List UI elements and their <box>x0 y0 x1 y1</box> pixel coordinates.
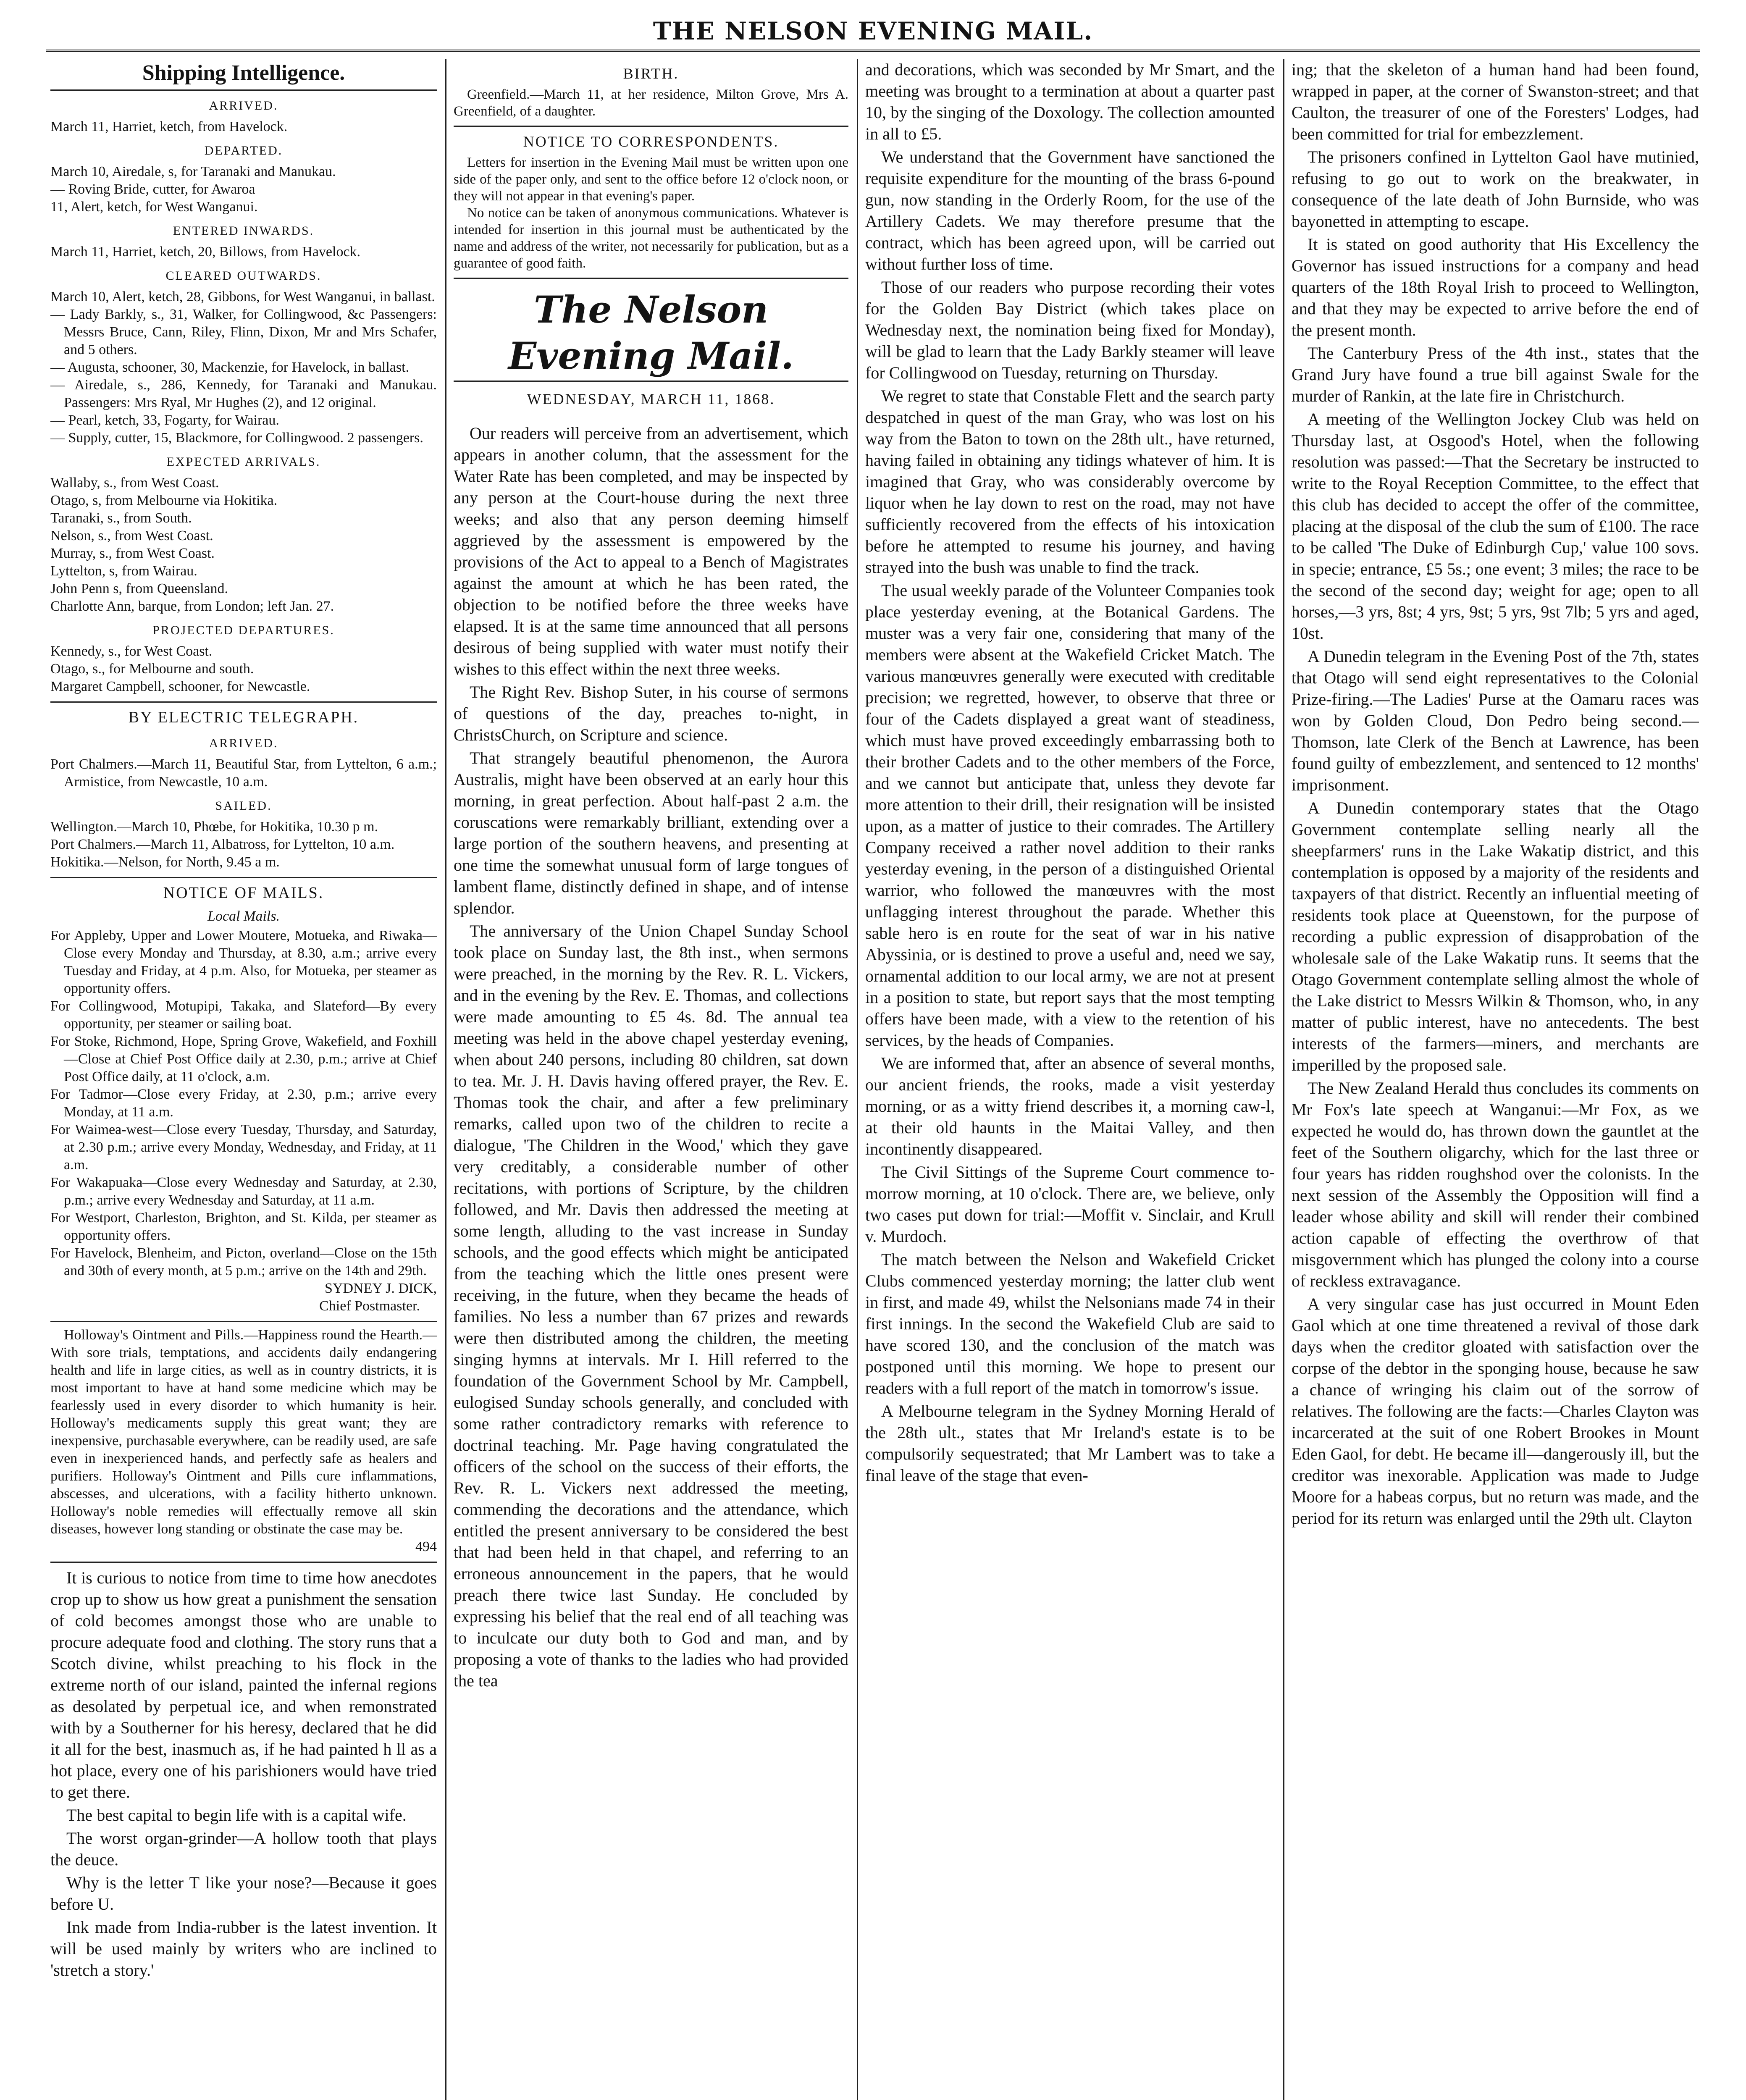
list-item: — Roving Bride, cutter, for Awaroa <box>50 181 255 197</box>
paragraph: The New Zealand Herald thus concludes its comments on Mr Fox's late speech at Wanganui:—Mr Fox, as we expected he would do, has thrown down the gauntlet at the feet of the Southern oligarchy, which for the last three or four years has ridden roughshod over the colonists. In the next session of the Assembly the Opposition will find a leader whose ability and skill will render their combined action capable of effecting the overthrow of that misgovernment which has plunged the colony into a course of reckless extravagance. <box>1292 1079 1699 1290</box>
divider <box>50 1562 437 1563</box>
divider <box>454 126 848 127</box>
list-item: — Pearl, ketch, 33, Fogarty, for Wairau. <box>50 412 279 428</box>
birth-head: BIRTH. <box>623 65 679 82</box>
paragraph: ing; that the skeleton of a human hand had been found, wrapped in paper, at the corner of Swanston-street; and that Caulton, the treasurer of one of the Foresters' Lodges, had been committed for trial for embezzlement. <box>1292 60 1699 143</box>
section-head: PROJECTED DEPARTURES. <box>152 623 335 637</box>
expected-list <box>50 474 437 615</box>
masthead-rule <box>46 50 1700 52</box>
list-item: March 10, Alert, ketch, 28, Gibbons, for West Wanganui, in ballast. <box>50 289 435 304</box>
paragraph: The Civil Sittings of the Supreme Court commence to-morrow morning, at 10 o'clock. There are, we believe, only two cases put down for trial:—Moffit v. Sinclair, and Krull v. Murdoch. <box>865 1163 1275 1246</box>
advert-text: Holloway's Ointment and Pills.—Happiness round the Hearth.—With sore trials, temptations, and accidents daily endangering health and life in large cities, as well as in country districts, it is most important to have at hand some medicine which may be fearlessly used in every disorder to which humanity is heir. Holloway's medicaments supply this great want; they are inexpensive, purchasable everywhere, can be readily used, are safe even in inexperienced hands, and perfectly safe as healers and purifiers. Holloway's Ointment and Pills cure inflammations, abscesses, and ulcerations, with a facility hitherto unknown. Holloway's noble remedies will effectually remove all skin diseases, however long standing or obstinate the case may be. <box>50 1327 437 1537</box>
paragraph: A very singular case has just occurred in Mount Eden Gaol which at one time threatened a revival of those dark days when the creditor gloated with satisfaction over the corpse of the debtor in the sponging house, because he saw a chance of wringing his claim out of the sorrow of relatives. The following are the facts:—Charles Clayton was incarcerated at the suit of one Robert Brookes in Mount Eden Gaol, for debt. He became ill—dangerously ill, but the creditor was inexorable. Application was made to Judge Moore for a habeas corpus, but no return was made, and the period for its return was enlarged until the 29th ult. Clayton <box>1292 1294 1699 1528</box>
section-head: ARRIVED. <box>209 99 278 113</box>
paragraph: The Right Rev. Bishop Suter, in his course of sermons of questions of the day, preaches to-night, in ChristsChurch, on Scripture and science. <box>454 682 848 744</box>
paragraph: Why is the letter T like your nose?—Because it goes before U. <box>50 1873 437 1914</box>
column-rule <box>1283 59 1284 2100</box>
mails-list <box>50 927 437 1280</box>
paragraph: and decorations, which was seconded by Mr Smart, and the meeting was brought to a termination at about a quarter past 10, by the singing of the Doxology. The collection amounted in all to £5. <box>865 60 1275 143</box>
paragraph: The worst organ-grinder—A hollow tooth that plays the deuce. <box>50 1829 437 1869</box>
section-head: EXPECTED ARRIVALS. <box>166 455 321 469</box>
entered-list <box>50 243 437 261</box>
notice-head: NOTICE TO CORRESPONDENTS. <box>523 133 779 150</box>
telegraph-sailed-list <box>50 818 437 871</box>
paragraph: The prisoners confined in Lyttelton Gaol have mutinied, refusing to go out to work on the breakwater, in consequence of the late death of John Burnside, who was bayonetted in attempting to escape. <box>1292 147 1699 231</box>
paragraph: A Melbourne telegram in the Sydney Morning Herald of the 28th ult., states that Mr Ireland's estate is to be compulsorily sequestrated; that Mr Lambert was to take a final leave of the stage that even- <box>865 1402 1275 1485</box>
paragraph: Greenfield.—March 11, at her residence, Milton Grove, Mrs A. Greenfield, of a daughter. <box>454 87 848 119</box>
divider <box>454 278 848 279</box>
list-item: — Supply, cutter, 15, Blackmore, for Collingwood. 2 passengers. <box>50 430 423 446</box>
divider <box>50 701 437 703</box>
dateline: WEDNESDAY, MARCH 11, 1868. <box>527 391 775 407</box>
paragraph: Ink made from India-rubber is the latest invention. It will be used mainly by writers who are inclined to 'stretch a story.' <box>50 1918 437 1979</box>
projected-list <box>50 643 437 696</box>
list-item: March 11, Harriet, ketch, from Havelock. <box>50 119 288 134</box>
signature-name: SYDNEY J. DICK, <box>325 1281 437 1296</box>
paragraph: Letters for insertion in the Evening Mail must be written upon one side of the paper only, and sent to the office before 12 o'clock noon, or they will not appear in that evening's paper. <box>454 155 848 204</box>
paragraph: The usual weekly parade of the Volunteer Companies took place yesterday evening, at the Botanical Gardens. The muster was a very fair one, considering that many of the members were absent at the Wakefield Cricket Match. The various manœuvres generally were executed with creditable precision; we regretted, however, to observe that three or four of the Cadets displayed a great want of steadiness, which must have proved exceedingly embarrassing both to their brother Cadets and to the other members of the Force, and we cannot but anticipate that, unless they devote far more attention to their drill, their resignation will be insisted upon, as a matter of justice to their comrades. The Artillery Company received a rather novel addition to their ranks yesterday evening, in the person of a distinguished Oriental warrior, who followed the manœuvres with the most unflagging interest throughout the parade. Whether this sable hero is en route for the seat of war in his native Abyssinia, or is destined to prove a useful and, need we say, ornamental addition to our local army, we are not at present in a position to state, but report says that the most tempting offers have been made, with a view to the retention of his services, by the heads of Companies. <box>865 581 1275 1050</box>
telegraph-arrived-list <box>50 756 437 791</box>
list-item: Margaret Campbell, schooner, for Newcastle. <box>50 679 310 694</box>
paragraph: It is curious to notice from time to time how anecdotes crop up to show us how great a punishment the sensation of cold becomes amongst those who are unable to procure adequate food and clothing. The story runs that a Scotch divine, whilst preaching to his flock in the extreme north of our island, painted the infernal regions as desolated by perpetual ice, and when remonstrated with by a Southerner for his heresy, declared that he did it all for the best, inasmuch as, if he had painted h ll as a hot place, every one of his parishioners would have tried to get there. <box>50 1568 437 1801</box>
section-head: SAILED. <box>215 799 272 813</box>
paragraph: A meeting of the Wellington Jockey Club was held on Thursday last, at Osgood's Hotel, when the following resolution was passed:—That the Secretary be instructed to write to the Royal Reception Committee, to the effect that this club has decided to accept the offer of the committee, placing at the disposal of the club the sum of £100. The race to be called 'The Duke of Edinburgh Cup,' value 100 sovs. in specie; entrance, £5 5s.; one event; 3 miles; the race to be the second of the second day; weight for age; open to all horses,—3 yrs, 8st; 4 yrs, 9st; 5 yrs, 9st 7lb; 5 yrs and aged, 10st. <box>1292 410 1699 643</box>
paragraph: A Dunedin contemporary states that the Otago Government contemplate selling nearly all the sheepfarmers' runs in the Lake Wakatip district, and this contemplation is opposed by a majority of the residents and taxpayers of that district. Recently an influential meeting of residents took place at Queenstown, for the purpose of recording a public expression of disapprobation of the wholesale sale of the Lake Wakatip runs. It seems that the Otago Government contemplate selling almost the whole of the Lake district to Messrs Wilkin & Thomson, who, in any matter of public interest, have no antecedents. The best interests of the farmers—miners, and merchants are imperilled by the proposed sale. <box>1292 798 1699 1074</box>
list-item: Nelson, s., from West Coast. <box>50 528 213 543</box>
list-item: For Tadmor—Close every Friday, at 2.30, p.m.; arrive every Monday, at 11 a.m. <box>50 1087 437 1120</box>
paragraph: Those of our readers who purpose recording their votes for the Golden Bay District (which takes place on Wednesday next, the nomination being fixed for Monday), will be glad to learn that the Lady Barkly steamer will leave for Collingwood on Tuesday, returning on Thursday. <box>865 278 1275 382</box>
list-item: For Stoke, Richmond, Hope, Spring Grove, Wakefield, and Foxhill—Close at Chief Post Office daily at 2.30, p.m.; arrive at Chief Post Office daily, at 11 o'clock, a.m. <box>50 1034 437 1084</box>
list-item: Port Chalmers.—March 11, Albatross, for Lyttelton, 10 a.m. <box>50 837 395 852</box>
list-item: Otago, s, from Melbourne via Hokitika. <box>50 493 278 508</box>
notice-to-correspondents <box>454 154 848 272</box>
list-item: For Waimea-west—Close every Tuesday, Thursday, and Saturday, at 2.30 p.m.; arrive every Monday, Wednesday, and Friday, at 11 a.m. <box>50 1122 437 1173</box>
list-item: Charlotte Ann, barque, from London; left Jan. 27. <box>50 598 334 614</box>
list-item: March 10, Airedale, s, for Taranaki and Manukau. <box>50 164 336 179</box>
cleared-list <box>50 288 437 447</box>
section-head: CLEARED OUTWARDS. <box>165 269 322 283</box>
list-item: Hokitika.—Nelson, for North, 9.45 a m. <box>50 854 280 870</box>
advert-number: 494 <box>415 1539 437 1554</box>
list-item: For Collingwood, Motupipi, Takaka, and Slateford—By every opportunity, per steamer or sailing boat. <box>50 998 437 1032</box>
list-item: 11, Alert, ketch, for West Wanganui. <box>50 199 258 215</box>
divider <box>50 1321 437 1322</box>
column-2 <box>454 59 848 2100</box>
list-item: Otago, s., for Melbourne and south. <box>50 661 254 677</box>
paragraph: No notice can be taken of anonymous communications. Whatever is intended for insertion in this journal must be authenticated by the name and address of the writer, not necessarily for publication, but as a guarantee of good faith. <box>454 205 848 271</box>
paragraph: The anniversary of the Union Chapel Sunday School took place on Sunday last, the 8th inst., when sermons were preached, in the morning by the Rev. R. L. Vickers, and in the evening by the Rev. E. Thomas, and collections were made amounting to £5 4s. 8d. The annual tea meeting was held in the above chapel yesterday evening, when about 240 persons, including 80 children, sat down to tea. Mr. J. H. Davis having offered prayer, the Rev. E. Thomas took the chair, and after a few preliminary remarks, called upon two of the children to recite a dialogue, 'The Children in the Wood,' which they gave very creditably, a considerable number of other recitations, with portions of Scripture, by the children followed, and Mr. Davis then addressed the meeting at some length, alluding to the vast increase in Sunday schools, and the good effects which might be anticipated from the teaching which the little ones present were receiving, in the future, when they became the heads of families. No less a number than 67 prizes and rewards were then distributed among the children, the meeting singing hymns at intervals. Mr I. Hill referred to the foundation of the Government School by Mr. Campbell, eulogised Sunday schools generally, and concluded with some rather contradictory remarks with reference to doctrinal teaching. Mr. Page having congratulated the officers of the school on the success of their efforts, the Rev. R. L. Vickers next addressed the meeting, commending the decorations and the attendance, which entitled the present anniversary to be considered the best that had been held in that chapel, and referring to an erroneous announcement in the papers, that he would preach there twice last Sunday. He concluded by expressing his belief that the real end of all teaching was to inculcate our duty both to God and man, and by proposing a vote of thanks to the ladies who had provided the tea <box>454 921 848 1690</box>
paragraph: It is stated on good authority that His Excellency the Governor has issued instructions for a company and head quarters of the 18th Royal Irish to proceed to Wellington, and that they may be expected to arrive before the end of the present month. <box>1292 235 1699 339</box>
section-head: BY ELECTRIC TELEGRAPH. <box>128 709 359 726</box>
list-item: Kennedy, s., for West Coast. <box>50 643 213 659</box>
divider <box>454 381 848 382</box>
paragraph: That strangely beautiful phenomenon, the Aurora Australis, might have been observed at an early hour this morning, in great perfection. About half-past 2 a.m. the coruscations were remarkably brilliant, extending over a large portion of the southern heavens, and presenting at one time the somewhat unusual form of large tongues of lambent flame, distinctly defined in shape, and of intense splendor. <box>454 748 848 917</box>
column-1 <box>50 59 437 2100</box>
list-item: Port Chalmers.—March 11, Beautiful Star, from Lyttelton, 6 a.m.; Armistice, from Newcastle, 10 a.m. <box>50 756 437 790</box>
paragraph: We regret to state that Constable Flett and the search party despatched in quest of the man Gray, who was lost on his way from the Baton to town on the 28th ult., have returned, having failed in obtaining any tidings whatever of him. It is imagined that Gray, who was considerably overcome by liquor when he lay down to rest on the road, may not have sufficiently recovered from the effects of his intoxication before he attempted to resume his journey, and having strayed into the bush was unable to find the track. <box>865 386 1275 577</box>
list-item: For Wakapuaka—Close every Wednesday and Saturday, at 2.30, p.m.; arrive every Wednesday and Saturday, at 11 a.m. <box>50 1175 437 1208</box>
column-4 <box>1292 59 1699 2100</box>
editorial-banner: The Nelson Evening Mail. <box>508 288 794 378</box>
list-item: Wallaby, s., from West Coast. <box>50 475 219 491</box>
list-item: March 11, Harriet, ketch, 20, Billows, from Havelock. <box>50 244 361 260</box>
paragraph: The best capital to begin life with is a capital wife. <box>66 1806 407 1824</box>
column-rule <box>857 59 858 2100</box>
arrived-list <box>50 118 437 136</box>
list-item: John Penn s, from Queensland. <box>50 581 228 596</box>
list-item: Lyttelton, s, from Wairau. <box>50 563 197 579</box>
paragraph: The Canterbury Press of the 4th inst., states that the Grand Jury have found a true bill against Swale for the murder of Rankin, at the late fire in Christchurch. <box>1292 344 1699 405</box>
paragraph: The match between the Nelson and Wakefield Cricket Clubs commenced yesterday morning; the latter club went in first, and made 49, whilst the Nelsonians made 74 in their first innings. In the second the Wakefield Club are said to have scored 130, and the conclusion of the match was postponed until this morning. We hope to present our readers with a full report of the match in tomorrow's issue. <box>865 1250 1275 1397</box>
paragraph: A Dunedin telegram in the Evening Post of the 7th, states that Otago will send eight representatives to the Colonial Prize-firing.—The Ladies' Purse at the Oamaru races was won by Golden Cloud, Don Pedro being second.—Thomson, late Clerk of the Bench at Lawrence, has been found guilty of embezzlement, and sentenced to 12 months' imprisonment. <box>1292 647 1699 794</box>
list-item: For Havelock, Blenheim, and Picton, overland—Close on the 15th and 30th of every month, at 5 p.m.; arrive on the 14th and 29th. <box>50 1245 437 1278</box>
list-item: For Westport, Charleston, Brighton, and St. Kilda, per steamer as opportunity offers. <box>50 1210 437 1243</box>
section-head: DEPARTED. <box>204 144 283 158</box>
paragraph: We understand that the Government have sanctioned the requisite expenditure for the mounting of the brass 6-pound gun, now standing in the Orderly Room, for the use of the Artillery Cadets. We may therefore presume that the contract, which has been agreed upon, will be carried out without further loss of time. <box>865 147 1275 273</box>
signature-title: Chief Postmaster. <box>319 1298 420 1314</box>
list-item: For Appleby, Upper and Lower Moutere, Motueka, and Riwaka—Close every Monday and Thursday, at 8.30, a.m.; arrive every Tuesday and Friday, at 4 p.m. Also, for Motueka, per steamer as opportunity offers. <box>50 928 437 996</box>
masthead: THE NELSON EVENING MAIL. <box>653 17 1093 45</box>
list-item: — Lady Barkly, s., 31, Walker, for Collingwood, &c Passengers: Messrs Bruce, Cann, Riley, Flinn, Dixon, Mr and Mrs Schafer, and 5 others. <box>50 307 437 357</box>
divider <box>50 89 437 91</box>
list-item: Taranaki, s., from South. <box>50 510 192 526</box>
paragraph: We are informed that, after an absence of several months, our ancient friends, the rooks, made a visit yesterday morning, or as a witty friend describes it, a morning caw-l, at their old haunts in the Maitai Valley, and then incontinently disappeared. <box>865 1054 1275 1158</box>
column-rule <box>445 59 446 2100</box>
section-head: ENTERED INWARDS. <box>173 224 315 238</box>
list-item: — Augusta, schooner, 30, Mackenzie, for Havelock, in ballast. <box>50 360 410 375</box>
list-item: Wellington.—March 10, Phœbe, for Hokitika, 10.30 p m. <box>50 819 378 835</box>
advertisement <box>50 1326 437 1556</box>
section-subhead: Local Mails. <box>207 908 280 924</box>
section-head: ARRIVED. <box>209 736 278 750</box>
shipping-title: Shipping Intelligence. <box>142 61 345 85</box>
section-head: NOTICE OF MAILS. <box>163 884 324 902</box>
birth-notice <box>454 86 848 120</box>
paragraph: Our readers will perceive from an advertisement, which appears in another column, that the assessment for the Water Rate has been completed, and may be inspected by any person at the Court-house during the next three weeks; and also that any person deeming himself aggrieved by the assessment is empowered by the provisions of the Act to appeal to a Bench of Magistrates against the amount at which he has been rated, the objection to be notified before the three weeks have elapsed. It is at the same time announced that all persons desirous of being supplied with water must notify their wishes to this effect within the next three weeks. <box>454 424 848 678</box>
column-3 <box>865 59 1275 2100</box>
departed-list <box>50 163 437 216</box>
divider <box>50 877 437 878</box>
list-item: Murray, s., from West Coast. <box>50 546 215 561</box>
list-item: — Airedale, s., 286, Kennedy, for Taranaki and Manukau. Passengers: Mrs Ryal, Mr Hughes (2), and 12 original. <box>50 377 437 410</box>
